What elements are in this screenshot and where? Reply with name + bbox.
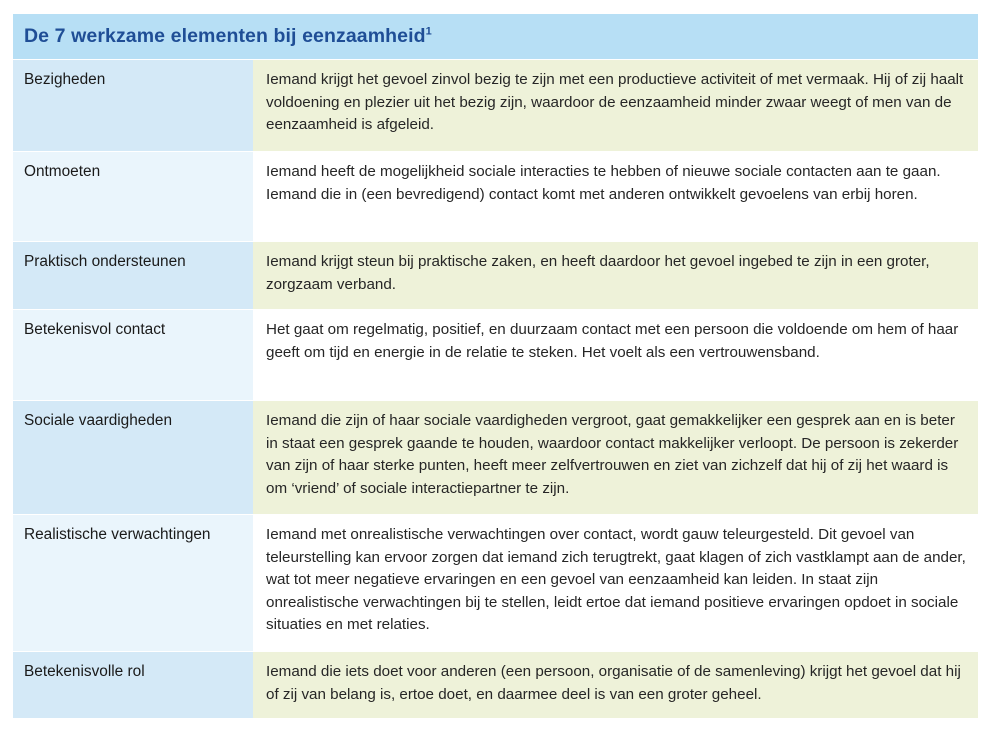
row-label: Betekenisvol contact — [13, 310, 253, 400]
table-row-praktisch-ondersteunen — [13, 242, 978, 310]
row-description: Iemand met onrealistische verwachtingen over contact, wordt gauw teleurgesteld. Dit gevoel van teleurstelling kan ervoor zorgen dat iemand zich terugtrekt, gaat klagen of zich vastklampt aan de ander, wat tot meer negatieve ervaringen en een gevoel van eenzaamheid kan leiden. In staat zijn onrealistische verwachtingen bij te stellen, leidt ertoe dat iemand positieve ervaringen opdoet in sociale situaties en met relaties. — [253, 515, 978, 651]
table-title — [24, 25, 432, 48]
row-description: Het gaat om regelmatig, positief, en duurzaam contact met een persoon die voldoende om hem of haar geeft om tijd en energie in de relatie te steken. Het voelt als een vertrouwensband. — [253, 310, 978, 400]
row-description: Iemand die zijn of haar sociale vaardigheden vergroot, gaat gemakkelijker een gesprek aan en is beter in staat een gesprek gaande te houden, waardoor contact makkelijker verloopt. De persoon is zekerder van zijn of haar sterke punten, heeft meer zelfvertrouwen en ziet van zichzelf dat hij of zij het waard is om ‘vriend’ of sociale interactiepartner te zijn. — [253, 401, 978, 514]
row-label: Ontmoeten — [13, 152, 253, 241]
row-description: Iemand heeft de mogelijkheid sociale interacties te hebben of nieuwe sociale contacten aan te gaan. Iemand die in (een bevredigend) contact komt met anderen ontwikkelt gevoelens van erbij horen. — [253, 152, 978, 241]
footnote-marker: 1 — [425, 25, 432, 38]
row-label: Realistische verwachtingen — [13, 515, 253, 651]
row-description: Iemand krijgt steun bij praktische zaken, en heeft daardoor het gevoel ingebed te zijn in een groter, zorgzaam verband. — [253, 242, 978, 309]
table-row-ontmoeten — [13, 152, 978, 242]
row-label: Praktisch ondersteunen — [13, 242, 253, 309]
elements-table — [13, 14, 978, 719]
row-description: Iemand krijgt het gevoel zinvol bezig te zijn met een productieve activiteit of met vermaak. Hij of zij haalt voldoening en plezier uit het bezig zijn, waardoor de eenzaamheid minder zwaar weegt of men van de eenzaamheid is afgeleid. — [253, 60, 978, 151]
table-header — [13, 14, 978, 60]
row-description: Iemand die iets doet voor anderen (een persoon, organisatie of de samenleving) krijgt het gevoel dat hij of zij van belang is, ertoe doet, en daarmee deel is van een groter geheel. — [253, 652, 978, 718]
table-row-sociale-vaardigheden — [13, 401, 978, 515]
table-row-realistische-verwachtingen — [13, 515, 978, 652]
row-label: Betekenisvolle rol — [13, 652, 253, 718]
row-label: Bezigheden — [13, 60, 253, 151]
table-title-text: De 7 werkzame elementen bij eenzaamheid — [24, 25, 426, 47]
table-row-betekenisvol-contact — [13, 310, 978, 401]
table-row-betekenisvolle-rol — [13, 652, 978, 719]
table-row-bezigheden — [13, 60, 978, 152]
row-label: Sociale vaardigheden — [13, 401, 253, 514]
